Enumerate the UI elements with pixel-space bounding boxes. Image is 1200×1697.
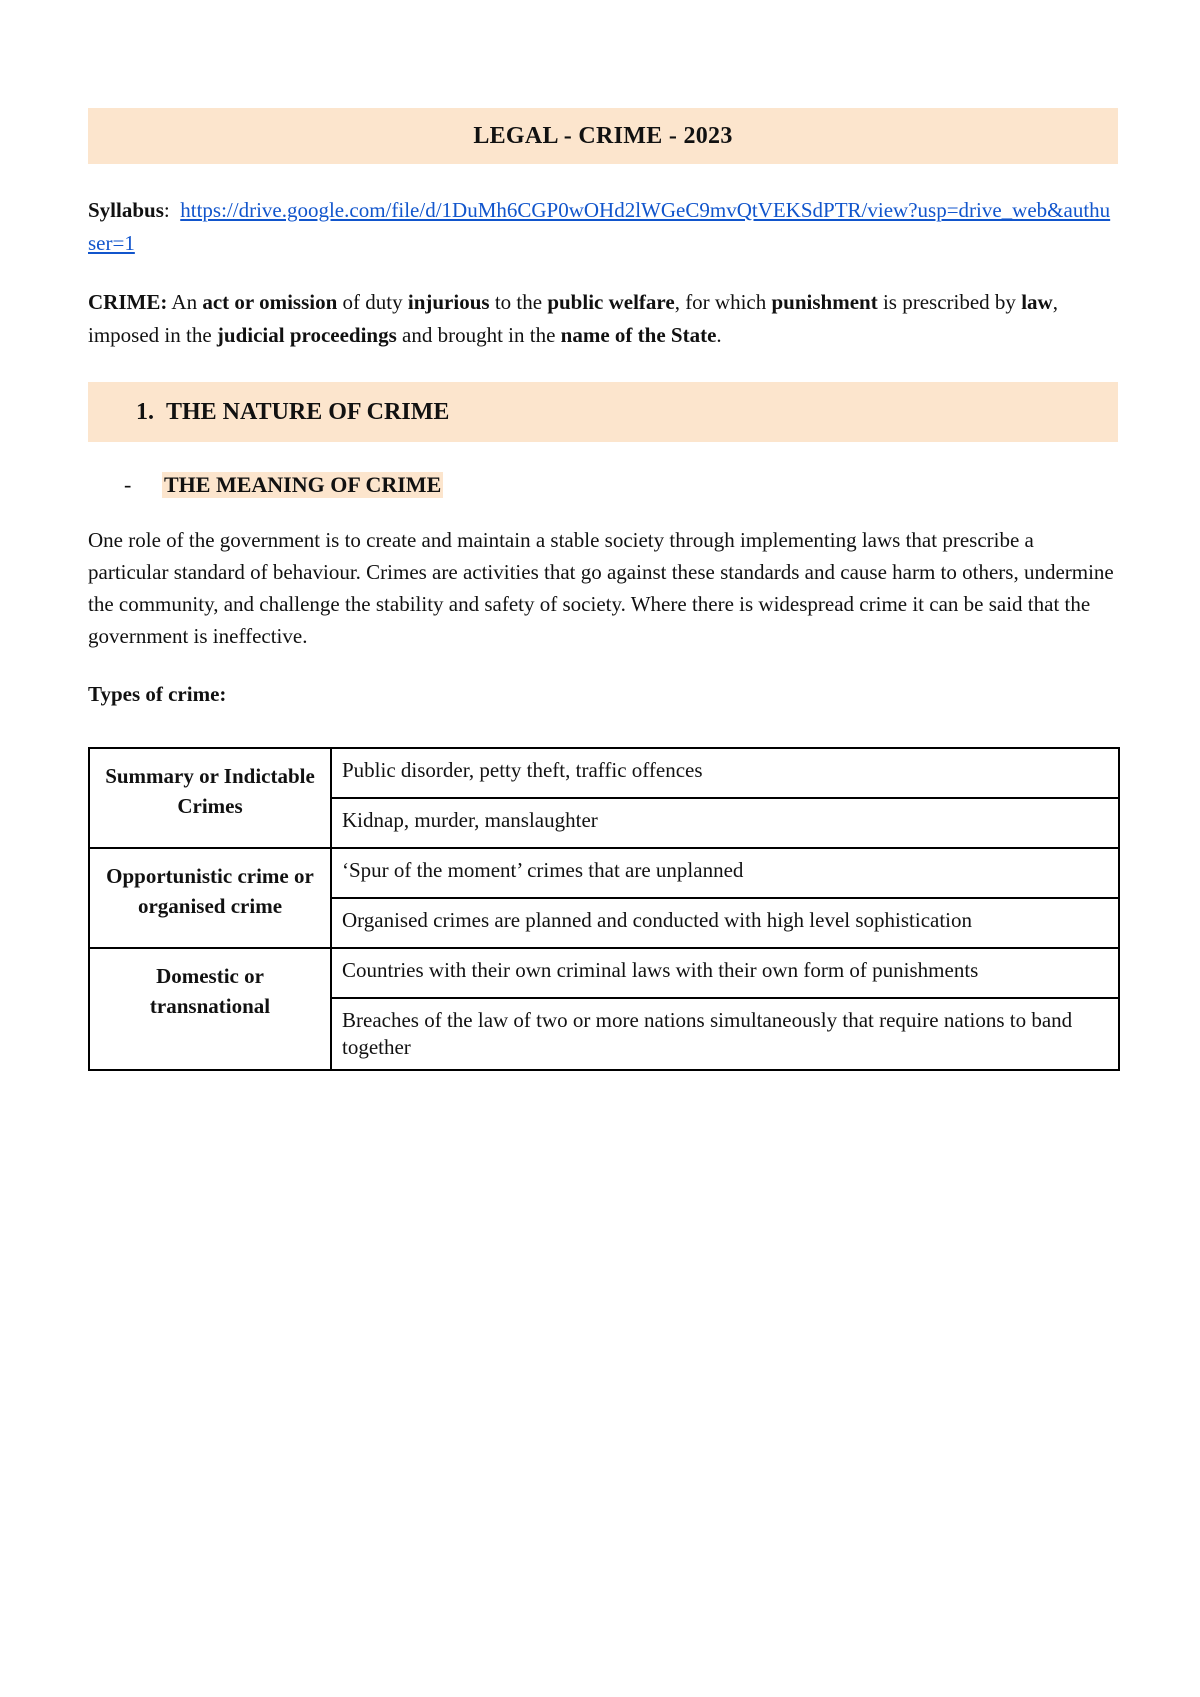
- definition-text: An: [167, 290, 203, 314]
- syllabus-line: Syllabus: https://drive.google.com/file/d/1DuMh6CGP0wOHd2lWGeC9mvQtVEKSdPTR/view?usp=drive_web&authuser=1: [88, 198, 1111, 255]
- definition-bold-term: judicial proceedings: [216, 323, 397, 347]
- crime-example: Countries with their own criminal laws with their own form of punishments: [331, 948, 1119, 998]
- crime-category: Summary or Indictable Crimes: [89, 748, 331, 848]
- document-page: [88, 108, 1118, 1071]
- table-row: [89, 748, 1119, 798]
- meaning-paragraph: One role of the government is to create and maintain a stable society through implementing laws that prescribe a particular standard of behaviour. Crimes are activities that go against these standards and cause harm to others, undermine the community, and challenge the stability and safety of society. Where there is widespread crime it can be said that the government is ineffective.: [88, 528, 1114, 648]
- definition-text: to the: [489, 290, 548, 314]
- definition-bold-term: law: [1021, 290, 1053, 314]
- definition-bold-term: act or omission: [202, 290, 338, 314]
- definition-bold-term: CRIME:: [88, 290, 168, 314]
- definition-bold-term: public welfare: [547, 290, 675, 314]
- crime-example: Public disorder, petty theft, traffic offences: [331, 748, 1119, 798]
- syllabus-label: Syllabus: [88, 198, 164, 222]
- definition-text: and brought in the: [396, 323, 561, 347]
- definition-text: of duty: [337, 290, 408, 314]
- subheading-bullet: -: [124, 472, 132, 497]
- syllabus-link[interactable]: https://drive.google.com/file/d/1DuMh6CGP0wOHd2lWGeC9mvQtVEKSdPTR/view?usp=drive_web&authuser=1: [88, 198, 1111, 255]
- section-title: THE NATURE OF CRIME: [166, 398, 450, 425]
- section-number: 1.: [136, 398, 154, 425]
- crime-example: Breaches of the law of two or more nations simultaneously that require nations to band together: [331, 998, 1119, 1070]
- definition-text: .: [716, 323, 722, 347]
- table-row: [89, 948, 1119, 998]
- crime-definition: [88, 286, 1118, 352]
- crime-example: ‘Spur of the moment’ crimes that are unplanned: [331, 848, 1119, 898]
- section-heading: [88, 382, 1118, 442]
- definition-text: is prescribed by: [877, 290, 1022, 314]
- crime-types-table: [88, 747, 1120, 1071]
- definition-bold-term: injurious: [407, 290, 490, 314]
- crime-example: Organised crimes are planned and conducted with high level sophistication: [331, 898, 1119, 948]
- definition-text: , imposed in the: [88, 290, 1058, 347]
- document-title: LEGAL - CRIME - 2023: [88, 108, 1118, 164]
- table-row: [89, 848, 1119, 898]
- types-label: Types of crime:: [88, 682, 227, 706]
- subheading: [88, 472, 1118, 498]
- definition-text: , for which: [674, 290, 772, 314]
- crime-category: Domestic or transnational: [89, 948, 331, 1070]
- crime-example: Kidnap, murder, manslaughter: [331, 798, 1119, 848]
- definition-bold-term: punishment: [771, 290, 878, 314]
- definition-bold-term: name of the State: [560, 323, 717, 347]
- crime-category: Opportunistic crime or organised crime: [89, 848, 331, 948]
- subheading-title: THE MEANING OF CRIME: [164, 472, 442, 497]
